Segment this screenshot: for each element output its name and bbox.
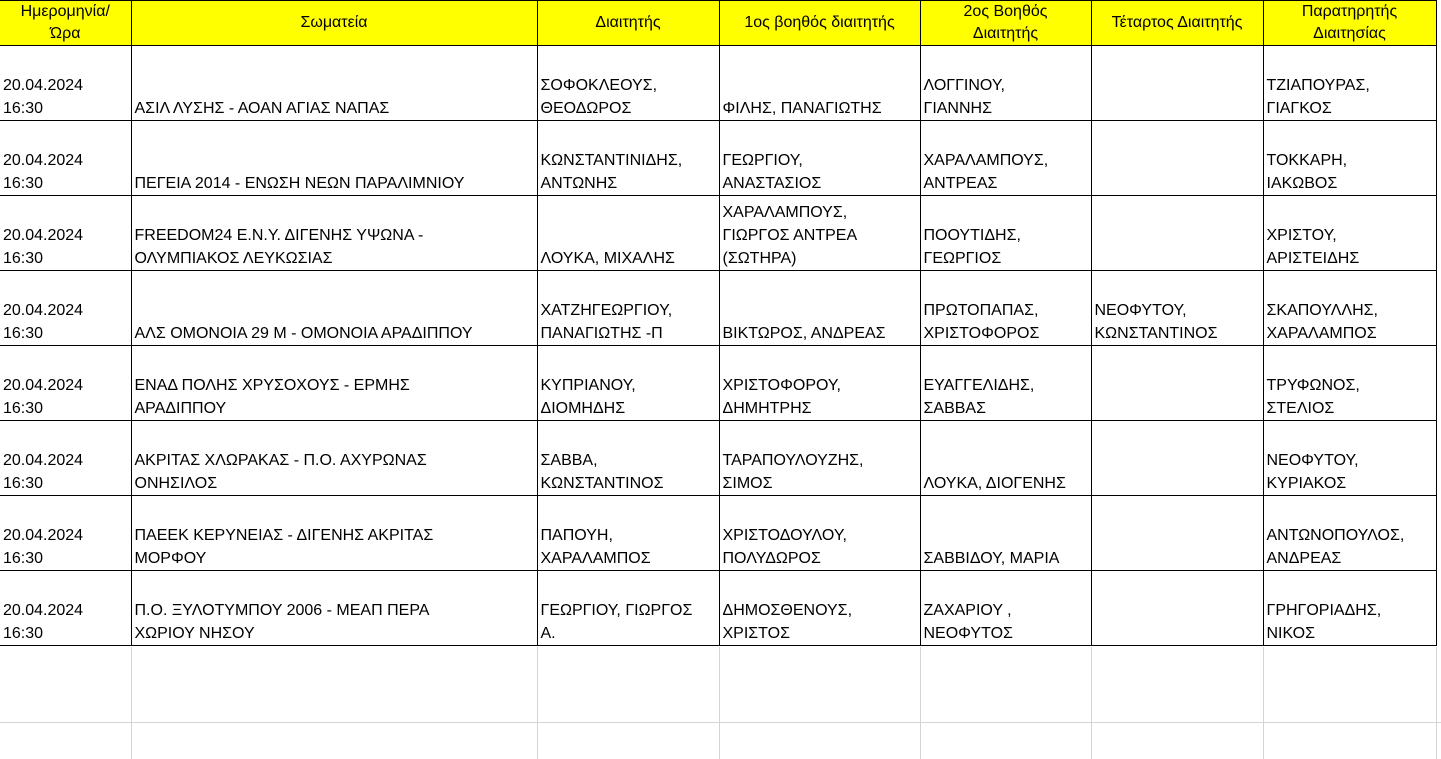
cell-observer[interactable]: ΤΡΥΦΩΝΟΣ, ΣΤΕΛΙΟΣ — [1263, 346, 1436, 421]
cell-observer[interactable]: ΣΚΑΠΟΥΛΛΗΣ, ΧΑΡΑΛΑΜΠΟΣ — [1263, 271, 1436, 346]
cell-assistant-2[interactable]: ΠΡΩΤΟΠΑΠΑΣ, ΧΡΙΣΤΟΦΟΡΟΣ — [920, 271, 1091, 346]
cell-assistant-2[interactable]: ΛΟΥΚΑ, ΔΙΟΓΕΝΗΣ — [920, 421, 1091, 496]
cell-referee[interactable]: ΛΟΥΚΑ, ΜΙΧΑΛΗΣ — [537, 196, 719, 271]
header-row — [0, 1, 1436, 46]
cell-teams[interactable]: ΕΝΑΔ ΠΟΛΗΣ ΧΡΥΣΟΧΟΥΣ - ΕΡΜΗΣ ΑΡΑΔΙΠΠΟΥ — [131, 346, 537, 421]
cell-teams[interactable]: Π.Ο. ΞΥΛΟΤΥΜΠΟΥ 2006 - ΜΕΑΠ ΠΕΡΑ ΧΩΡΙΟΥ ΝΗΣΟΥ — [131, 571, 537, 646]
gridline-vertical — [1263, 647, 1264, 759]
cell-date-time[interactable]: 20.04.2024 16:30 — [0, 571, 131, 646]
table-row — [0, 271, 1436, 346]
table-row — [0, 46, 1436, 121]
cell-date-time[interactable]: 20.04.2024 16:30 — [0, 121, 131, 196]
gridline-vertical — [1091, 647, 1092, 759]
cell-date-time[interactable]: 20.04.2024 16:30 — [0, 271, 131, 346]
cell-fourth-official[interactable] — [1091, 496, 1263, 571]
cell-assistant-2[interactable]: ΧΑΡΑΛΑΜΠΟΥΣ, ΑΝΤΡΕΑΣ — [920, 121, 1091, 196]
cell-assistant-1[interactable]: ΦΙΛΗΣ, ΠΑΝΑΓΙΩΤΗΣ — [719, 46, 920, 121]
header-assistant-1[interactable]: 1ος βοηθός διαιτητής — [719, 1, 920, 46]
gridline-vertical — [131, 647, 132, 759]
cell-assistant-1[interactable]: ΓΕΩΡΓΙΟΥ, ΑΝΑΣΤΑΣΙΟΣ — [719, 121, 920, 196]
cell-date-time[interactable]: 20.04.2024 16:30 — [0, 196, 131, 271]
cell-teams[interactable]: ΑΣΙΛ ΛΥΣΗΣ - ΑΟΑΝ ΑΓΙΑΣ ΝΑΠΑΣ — [131, 46, 537, 121]
cell-fourth-official[interactable] — [1091, 121, 1263, 196]
empty-grid-area[interactable] — [0, 647, 1441, 759]
cell-date-time[interactable]: 20.04.2024 16:30 — [0, 46, 131, 121]
cell-assistant-2[interactable]: ΛΟΓΓΙΝΟΥ, ΓΙΑΝΝΗΣ — [920, 46, 1091, 121]
cell-observer[interactable]: ΤΟΚΚΑΡΗ, ΙΑΚΩΒΟΣ — [1263, 121, 1436, 196]
cell-date-time[interactable]: 20.04.2024 16:30 — [0, 346, 131, 421]
cell-teams[interactable]: ΠΑΕΕΚ ΚΕΡΥΝΕΙΑΣ - ΔΙΓΕΝΗΣ ΑΚΡΙΤΑΣ ΜΟΡΦΟΥ — [131, 496, 537, 571]
cell-observer[interactable]: ΓΡΗΓΟΡΙΑΔΗΣ, ΝΙΚΟΣ — [1263, 571, 1436, 646]
cell-referee[interactable]: ΚΩΝΣΤΑΝΤΙΝΙΔΗΣ, ΑΝΤΩΝΗΣ — [537, 121, 719, 196]
header-fourth-official[interactable]: Τέταρτος Διαιτητής — [1091, 1, 1263, 46]
cell-assistant-2[interactable]: ΕΥΑΓΓΕΛΙΔΗΣ, ΣΑΒΒΑΣ — [920, 346, 1091, 421]
cell-assistant-2[interactable]: ΖΑΧΑΡΙΟΥ , ΝΕΟΦΥΤΟΣ — [920, 571, 1091, 646]
cell-date-time[interactable]: 20.04.2024 16:30 — [0, 496, 131, 571]
cell-assistant-1[interactable]: ΔΗΜΟΣΘΕΝΟΥΣ, ΧΡΙΣΤΟΣ — [719, 571, 920, 646]
cell-fourth-official[interactable] — [1091, 196, 1263, 271]
header-observer[interactable]: Παρατηρητής Διαιτησίας — [1263, 1, 1436, 46]
cell-assistant-2[interactable]: ΠΟΟΥΤΙΔΗΣ, ΓΕΩΡΓΙΟΣ — [920, 196, 1091, 271]
cell-teams[interactable]: FREEDOM24 Ε.Ν.Υ. ΔΙΓΕΝΗΣ ΥΨΩΝΑ - ΟΛΥΜΠΙΑΚΟΣ ΛΕΥΚΩΣΙΑΣ — [131, 196, 537, 271]
table-row — [0, 421, 1436, 496]
cell-fourth-official[interactable] — [1091, 571, 1263, 646]
header-teams[interactable]: Σωματεία — [131, 1, 537, 46]
cell-assistant-1[interactable]: ΒΙΚΤΩΡΟΣ, ΑΝΔΡΕΑΣ — [719, 271, 920, 346]
cell-observer[interactable]: ΤΖΙΑΠΟΥΡΑΣ, ΓΙΑΓΚΟΣ — [1263, 46, 1436, 121]
cell-referee[interactable]: ΧΑΤΖΗΓΕΩΡΓΙΟΥ, ΠΑΝΑΓΙΩΤΗΣ -Π — [537, 271, 719, 346]
cell-assistant-2[interactable]: ΣΑΒΒΙΔΟΥ, ΜΑΡΙΑ — [920, 496, 1091, 571]
cell-date-time[interactable]: 20.04.2024 16:30 — [0, 421, 131, 496]
cell-fourth-official[interactable]: ΝΕΟΦΥΤΟΥ, ΚΩΝΣΤΑΝΤΙΝΟΣ — [1091, 271, 1263, 346]
gridline-vertical — [1436, 647, 1437, 759]
cell-observer[interactable]: ΝΕΟΦΥΤΟΥ, ΚΥΡΙΑΚΟΣ — [1263, 421, 1436, 496]
cell-referee[interactable]: ΣΑΒΒΑ, ΚΩΝΣΤΑΝΤΙΝΟΣ — [537, 421, 719, 496]
cell-teams[interactable]: ΠΕΓΕΙΑ 2014 - ΕΝΩΣΗ ΝΕΩΝ ΠΑΡΑΛΙΜΝΙΟΥ — [131, 121, 537, 196]
gridline-vertical — [537, 647, 538, 759]
cell-fourth-official[interactable] — [1091, 46, 1263, 121]
cell-fourth-official[interactable] — [1091, 421, 1263, 496]
cell-fourth-official[interactable] — [1091, 346, 1263, 421]
header-referee[interactable]: Διαιτητής — [537, 1, 719, 46]
cell-teams[interactable]: ΑΚΡΙΤΑΣ ΧΛΩΡΑΚΑΣ - Π.Ο. ΑΧΥΡΩΝΑΣ ΟΝΗΣΙΛΟΣ — [131, 421, 537, 496]
cell-teams[interactable]: ΑΛΣ ΟΜΟΝΟΙΑ 29 Μ - ΟΜΟΝΟΙΑ ΑΡΑΔΙΠΠΟΥ — [131, 271, 537, 346]
cell-referee[interactable]: ΚΥΠΡΙΑΝΟΥ, ΔΙΟΜΗΔΗΣ — [537, 346, 719, 421]
cell-referee[interactable]: ΣΟΦΟΚΛΕΟΥΣ, ΘΕΟΔΩΡΟΣ — [537, 46, 719, 121]
gridline-vertical — [719, 647, 720, 759]
cell-observer[interactable]: ΧΡΙΣΤΟΥ, ΑΡΙΣΤΕΙΔΗΣ — [1263, 196, 1436, 271]
table-row — [0, 121, 1436, 196]
table-row — [0, 346, 1436, 421]
cell-assistant-1[interactable]: ΧΑΡΑΛΑΜΠΟΥΣ, ΓΙΩΡΓΟΣ ΑΝΤΡΕΑ (ΣΩΤΗΡΑ) — [719, 196, 920, 271]
cell-referee[interactable]: ΠΑΠΟΥΗ, ΧΑΡΑΛΑΜΠΟΣ — [537, 496, 719, 571]
cell-observer[interactable]: ΑΝΤΩΝΟΠΟΥΛΟΣ, ΑΝΔΡΕΑΣ — [1263, 496, 1436, 571]
cell-assistant-1[interactable]: ΧΡΙΣΤΟΦΟΡΟΥ, ΔΗΜΗΤΡΗΣ — [719, 346, 920, 421]
cell-referee[interactable]: ΓΕΩΡΓΙΟΥ, ΓΙΩΡΓΟΣ Α. — [537, 571, 719, 646]
header-assistant-2[interactable]: 2ος Βοηθός Διαιτητής — [920, 1, 1091, 46]
table-row — [0, 571, 1436, 646]
cell-assistant-1[interactable]: ΧΡΙΣΤΟΔΟΥΛΟΥ, ΠΟΛΥΔΩΡΟΣ — [719, 496, 920, 571]
table-row — [0, 496, 1436, 571]
gridline-vertical — [920, 647, 921, 759]
header-date-time[interactable]: Ημερομηνία/ Ώρα — [0, 1, 131, 46]
table-row — [0, 196, 1436, 271]
gridline-horizontal — [0, 722, 1441, 723]
cell-assistant-1[interactable]: ΤΑΡΑΠΟΥΛΟΥΖΗΣ, ΣΙΜΟΣ — [719, 421, 920, 496]
